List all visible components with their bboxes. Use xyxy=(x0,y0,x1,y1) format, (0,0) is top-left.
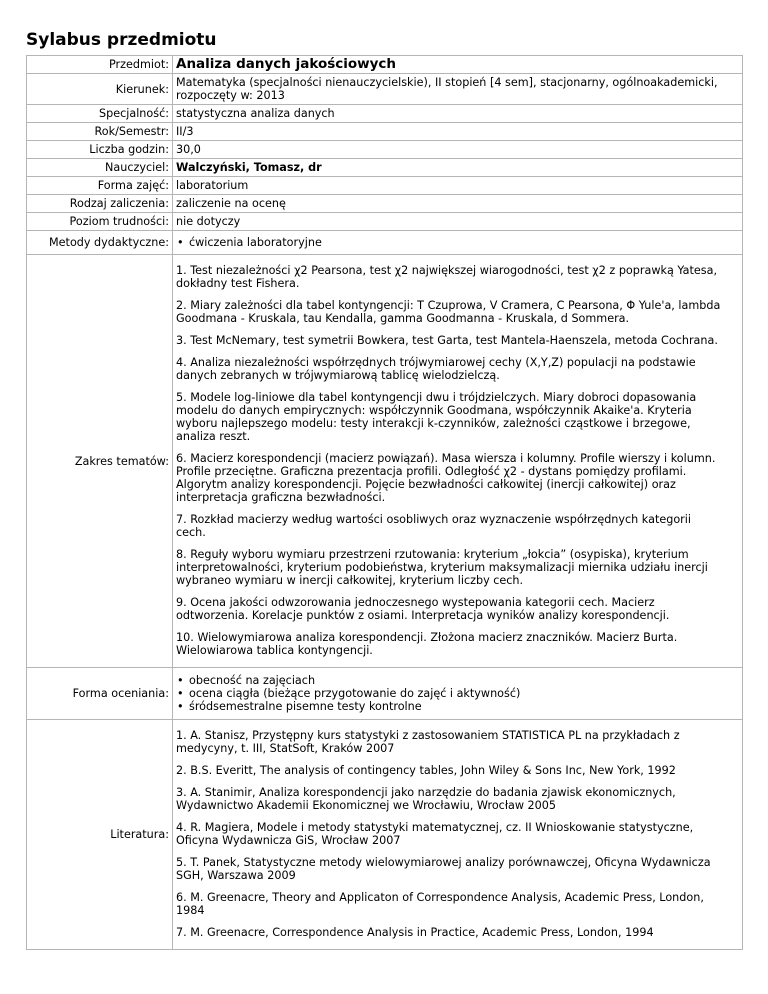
literature-item: 6. M. Greenacre, Theory and Applicaton of Correspondence Analysis, Academic Press, London, 1984 xyxy=(176,891,704,917)
row-zakres xyxy=(27,255,743,668)
literature-item: 4. R. Magiera, Modele i metody statystyki matematycznej, cz. II Wnioskowanie statystyczne, Oficyna Wydawnicza GiS, Wrocław 2007 xyxy=(176,821,694,847)
row-specjalnosc xyxy=(27,105,743,123)
literature-item: 3. A. Stanimir, Analiza korespondencji jako narzędzie do badania zjawisk ekonomicznych, Wydawnictwo Akademii Ekonomicznej we Wrocławiu, Wrocław 2005 xyxy=(176,786,676,812)
zakres-list xyxy=(176,257,738,665)
oceniania-item: • ocena ciągła (bieżące przygotowanie do zajęć i aktywność) xyxy=(176,687,738,700)
topic-item: 3. Test McNemary, test symetrii Bowkera, test Garta, test Mantela-Haenszela, metoda Cochrana. xyxy=(176,334,718,347)
value-oceniania xyxy=(173,668,743,720)
label-nauczyciel: Nauczyciel: xyxy=(27,159,173,177)
row-forma-zajec xyxy=(27,177,743,195)
label-specjalnosc: Specjalność: xyxy=(27,105,173,123)
value-przedmiot: Analiza danych jakościowych xyxy=(173,56,743,74)
oceniania-item: • śródsemestralne pisemne testy kontrolne xyxy=(176,700,738,713)
oceniania-item: • obecność na zajęciach xyxy=(176,674,738,687)
label-kierunek: Kierunek: xyxy=(27,74,173,105)
row-przedmiot xyxy=(27,56,743,74)
value-kierunek: Matematyka (specjalności nienauczycielskie), II stopień [4 sem], stacjonarny, ogólnoakademicki, rozpoczęty w: 2013 xyxy=(173,74,743,105)
topic-item: 2. Miary zależności dla tabel kontyngencji: T Czuprowa, V Cramera, C Pearsona, Φ Yule'a, lambda Goodmana - Kruskala, tau Kendalla, gamma Goodmanna - Kruskala, d Sommera. xyxy=(176,299,721,325)
topic-item: 7. Rozkład macierzy według wartości osobliwych oraz wyznaczenie współrzędnych kategorii cech. xyxy=(176,513,691,539)
label-forma-zajec: Forma zajęć: xyxy=(27,177,173,195)
topic-item: 5. Modele log-liniowe dla tabel kontyngencji dwu i trójdzielczych. Miary dobroci dopasowania modelu do danych empirycznych: współczynnik Goodmana, współczynnik Akaike'a. Kryteria wyboru najlepszego modelu: testy interakcji k-czynników, zależności cząstkowe i brzegowe, analiza reszt. xyxy=(176,391,697,443)
metody-list xyxy=(176,236,738,249)
value-nauczyciel: Walczyński, Tomasz, dr xyxy=(173,159,743,177)
row-kierunek xyxy=(27,74,743,105)
row-literatura xyxy=(27,720,743,950)
literature-item: 1. A. Stanisz, Przystępny kurs statystyki z zastosowaniem STATISTICA PL na przykładach z medycyny, t. III, StatSoft, Kraków 2007 xyxy=(176,729,680,755)
label-rok: Rok/Semestr: xyxy=(27,123,173,141)
value-rodzaj-zaliczenia: zaliczenie na ocenę xyxy=(173,195,743,213)
literatura-list xyxy=(176,722,738,947)
value-rok: II/3 xyxy=(173,123,743,141)
topic-item: 10. Wielowymiarowa analiza korespondencji. Złożona macierz znaczników. Macierz Burta. Wielowiarowa tablica kontyngencji. xyxy=(176,631,678,657)
literature-item: 7. M. Greenacre, Correspondence Analysis in Practice, Academic Press, London, 1994 xyxy=(176,926,654,939)
label-metody: Metody dydaktyczne: xyxy=(27,231,173,255)
label-przedmiot: Przedmiot: xyxy=(27,56,173,74)
metody-item: • ćwiczenia laboratoryjne xyxy=(176,236,738,249)
row-metody xyxy=(27,231,743,255)
value-literatura xyxy=(173,720,743,950)
syllabus-table xyxy=(26,55,743,950)
row-nauczyciel xyxy=(27,159,743,177)
topic-item: 4. Analiza niezależności współrzędnych trójwymiarowej cechy (X,Y,Z) populacji na podstawie danych zebranych w trójwymiarową tablicę wielodzielczą. xyxy=(176,356,696,382)
topic-item: 8. Reguły wyboru wymiaru przestrzeni rzutowania: kryterium „łokcia” (osypiska), kryterium interpretowalności, kryterium podobieństwa, kryterium maksymalizacji miernika udziału inercji wybraneo wymiaru w inercji całkowitej, kryterium liczby cech. xyxy=(176,548,708,587)
topic-item: 9. Ocena jakości odwzorowania jednoczesnego wystepowania kategorii cech. Macierz odtworzenia. Korelacje punktów z osiami. Interpretacja wyników analizy korespondencji. xyxy=(176,596,670,622)
row-poziom-trudnosci xyxy=(27,213,743,231)
value-forma-zajec: laboratorium xyxy=(173,177,743,195)
value-zakres xyxy=(173,255,743,668)
value-specjalnosc: statystyczna analiza danych xyxy=(173,105,743,123)
value-metody xyxy=(173,231,743,255)
oceniania-list xyxy=(176,674,738,713)
row-rok xyxy=(27,123,743,141)
page-title: Sylabus przedmiotu xyxy=(26,30,217,50)
label-godziny: Liczba godzin: xyxy=(27,141,173,159)
label-rodzaj-zaliczenia: Rodzaj zaliczenia: xyxy=(27,195,173,213)
label-poziom-trudnosci: Poziom trudności: xyxy=(27,213,173,231)
value-godziny: 30,0 xyxy=(173,141,743,159)
label-zakres: Zakres tematów: xyxy=(27,255,173,668)
value-poziom-trudnosci: nie dotyczy xyxy=(173,213,743,231)
literature-item: 5. T. Panek, Statystyczne metody wielowymiarowej analizy porównawczej, Oficyna Wydawnicza SGH, Warszawa 2009 xyxy=(176,856,711,882)
row-rodzaj-zaliczenia xyxy=(27,195,743,213)
topic-item: 6. Macierz korespondencji (macierz powiązań). Masa wiersza i kolumny. Profile wierszy i kolumn. Profile przeciętne. Graficzna prezentacja profili. Odległość χ2 - dystans pomiędzy profilami. Algorytm analizy korespondencji. Pojęcie bezwładności całkowitej (inercji całkowitej) oraz interpretacja graficzna bezwładności. xyxy=(176,452,716,504)
row-oceniania xyxy=(27,668,743,720)
row-godziny xyxy=(27,141,743,159)
label-literatura: Literatura: xyxy=(27,720,173,950)
literature-item: 2. B.S. Everitt, The analysis of contingency tables, John Wiley & Sons Inc, New York, 1992 xyxy=(176,764,676,777)
label-oceniania: Forma oceniania: xyxy=(27,668,173,720)
topic-item: 1. Test niezależności χ2 Pearsona, test χ2 największej wiarogodności, test χ2 z poprawką Yatesa, dokładny test Fishera. xyxy=(176,264,718,290)
